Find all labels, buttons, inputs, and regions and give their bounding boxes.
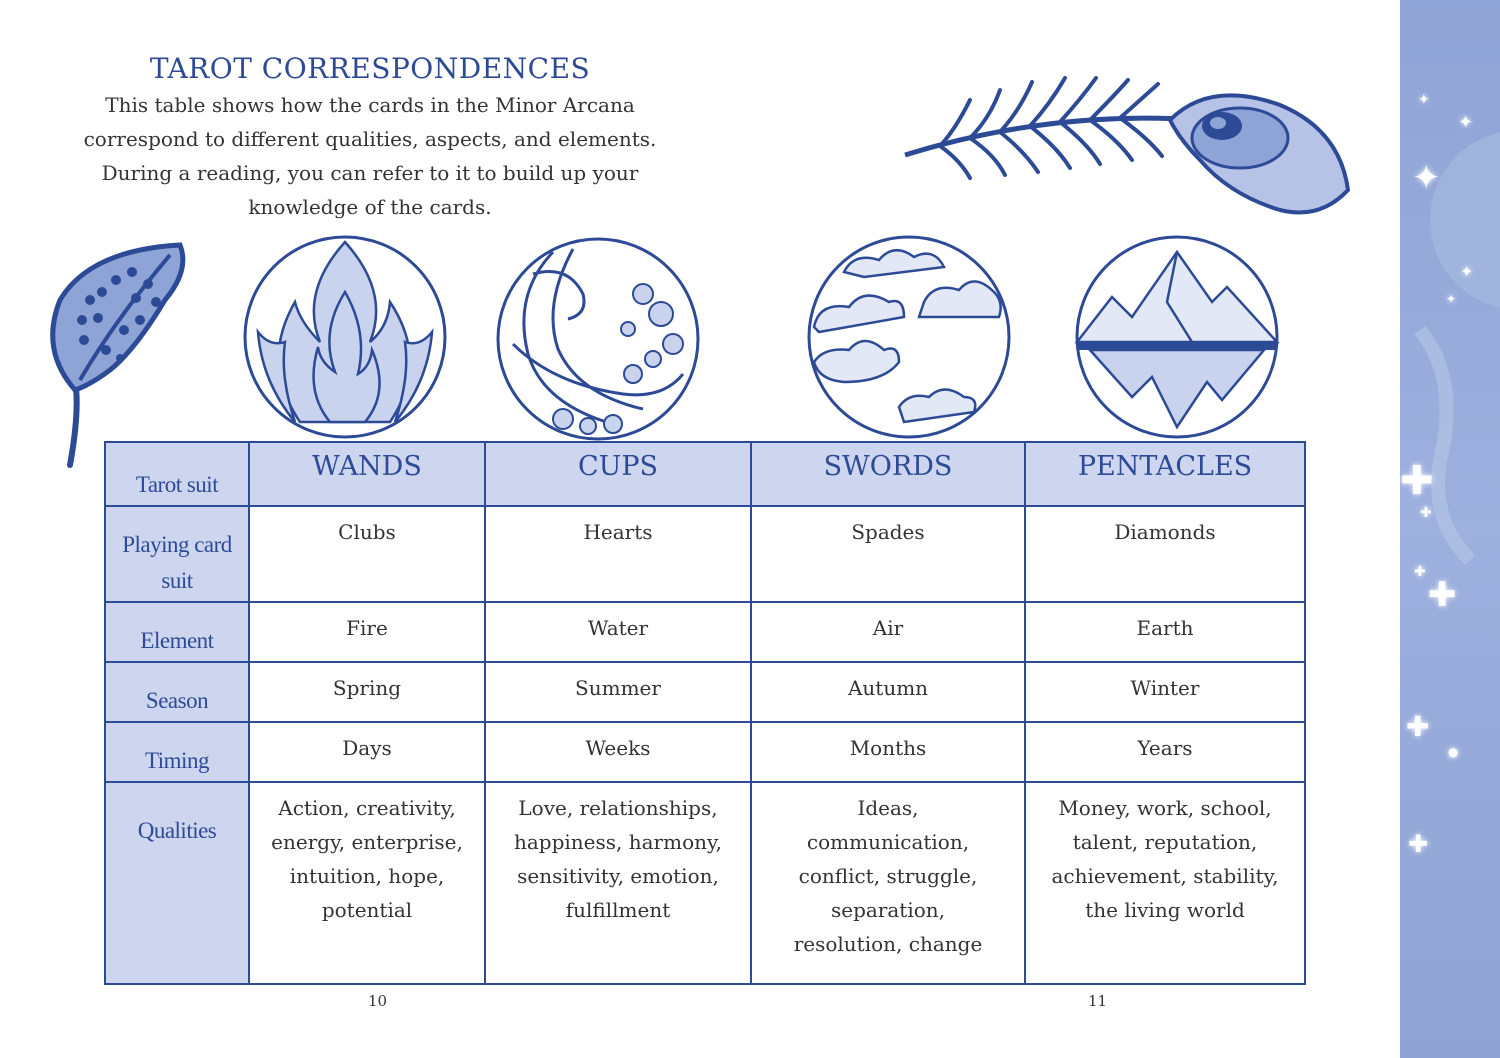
- table-row: [105, 602, 1305, 662]
- table-row: [105, 782, 1305, 984]
- table-cell: Ideas, communication, conflict, struggle, separation, resolution, change: [751, 782, 1025, 984]
- correspondence-table: [104, 441, 1306, 985]
- table-cell: Weeks: [485, 722, 751, 782]
- table-cell: Earth: [1025, 602, 1305, 662]
- suit-header-swords: SWORDS: [751, 442, 1025, 506]
- star-icon: ✚: [1406, 710, 1430, 743]
- star-icon: ✦: [1458, 112, 1474, 133]
- table-cell: Fire: [249, 602, 485, 662]
- intro-line: During a reading, you can refer to it to build up your: [101, 161, 639, 185]
- suit-header-wands: WANDS: [249, 442, 485, 506]
- intro-line: knowledge of the cards.: [248, 195, 492, 219]
- table-cell: Autumn: [751, 662, 1025, 722]
- table-cell: Years: [1025, 722, 1305, 782]
- table-cell: Clubs: [249, 506, 485, 602]
- row-header-timing: Timing: [105, 722, 249, 782]
- page-number-left: 10: [368, 992, 388, 1010]
- intro-line: correspond to different qualities, aspects, and elements.: [83, 127, 657, 151]
- table-cell: Spring: [249, 662, 485, 722]
- star-icon: ✚: [1400, 458, 1434, 504]
- table-cell: Money, work, school, talent, reputation, achievement, stability, the living world: [1025, 782, 1305, 984]
- fire-icon: [240, 232, 450, 442]
- page-number-right: 11: [1088, 992, 1108, 1010]
- water-wave-icon: [493, 234, 703, 444]
- suit-header-cups: CUPS: [485, 442, 751, 506]
- mountain-icon: [1072, 232, 1282, 442]
- row-header-season: Season: [105, 662, 249, 722]
- intro-line: This table shows how the cards in the Minor Arcana: [105, 93, 635, 117]
- table-cell: Love, relationships, happiness, harmony, sensitivity, emotion, fulfillment: [485, 782, 751, 984]
- row-header-qualities: Qualities: [105, 782, 249, 984]
- table-cell: Winter: [1025, 662, 1305, 722]
- table-cell: Hearts: [485, 506, 751, 602]
- star-icon: ✚: [1414, 564, 1426, 580]
- table-header-row: [105, 442, 1305, 506]
- table-cell: Months: [751, 722, 1025, 782]
- star-icon: ✚: [1420, 505, 1432, 521]
- table-cell: Diamonds: [1025, 506, 1305, 602]
- table-cell: Days: [249, 722, 485, 782]
- page-title: TAROT CORRESPONDENCES: [149, 52, 591, 85]
- table-cell: Water: [485, 602, 751, 662]
- row-header-element: Element: [105, 602, 249, 662]
- clouds-icon: [804, 232, 1014, 442]
- star-icon: ✦: [1460, 262, 1474, 281]
- decorative-side-strip: [1400, 0, 1500, 1058]
- star-icon: ✚: [1428, 575, 1457, 615]
- star-icon: ✚: [1408, 830, 1429, 858]
- table-row: [105, 722, 1305, 782]
- star-icon: ✦: [1418, 92, 1430, 108]
- table-row: [105, 506, 1305, 602]
- suit-header-pentacles: PENTACLES: [1025, 442, 1305, 506]
- intro-text: [70, 88, 670, 224]
- row-header-tarot-suit: Tarot suit: [105, 442, 249, 506]
- star-icon: ✦: [1412, 158, 1441, 198]
- star-icon: ✦: [1446, 292, 1457, 306]
- table-cell: Spades: [751, 506, 1025, 602]
- table-cell: Action, creativity, energy, enterprise, intuition, hope, potential: [249, 782, 485, 984]
- row-header-playing-card-suit: Playing card suit: [105, 506, 249, 602]
- table-cell: Summer: [485, 662, 751, 722]
- star-icon: ●: [1448, 745, 1459, 759]
- table-row: [105, 662, 1305, 722]
- table-cell: Air: [751, 602, 1025, 662]
- peacock-feather-icon: [900, 60, 1360, 230]
